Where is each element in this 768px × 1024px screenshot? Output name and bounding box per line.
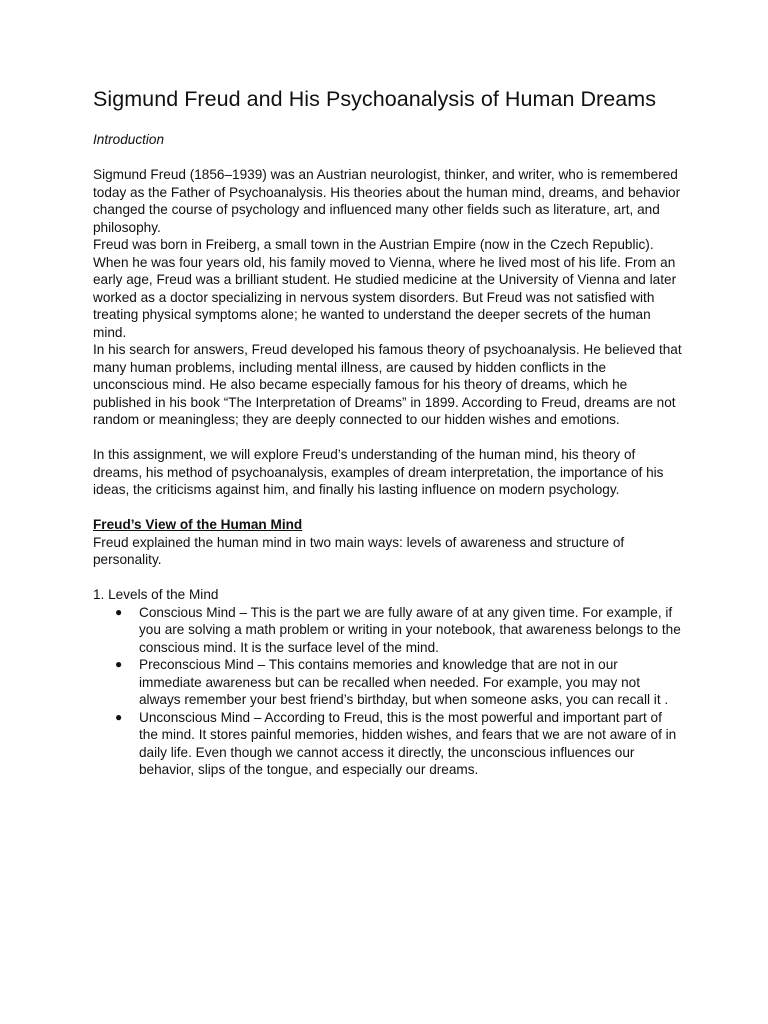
introduction-label: Introduction <box>93 132 165 147</box>
section-intro-paragraph: Freud explained the human mind in two main ways: levels of awareness and structure of personality. <box>93 534 625 567</box>
document-title: Sigmund Freud and His Psychoanalysis of Human Dreams <box>93 87 657 111</box>
document-page <box>93 84 683 779</box>
bullet-icon: ● <box>115 657 123 671</box>
intro-paragraph-2: Freud was born in Freiberg, a small town in the Austrian Empire (now in the Czech Republic). When he was four years old, his family moved to Vienna, where he lived most of his life. From an early age, Freud was a brilliant student. He studied medicine at the University of Vienna and later worked as a doctor specializing in nervous system disorders. But Freud was not satisfied with treating physical symptoms alone; he wanted to understand the deeper secrets of the human mind. <box>93 237 677 340</box>
spacer <box>93 499 683 517</box>
bullet-icon: ● <box>115 709 123 724</box>
intro-paragraph-1: Sigmund Freud (1856–1939) was an Austrian neurologist, thinker, and writer, who is remembered today as the Father of Psychoanalysis. His theories about the human mind, dreams, and behavior changed the course of psychology and influenced many other fields such as literature, art, and philosophy. <box>93 167 681 235</box>
spacer <box>93 569 683 587</box>
list-item <box>93 656 683 709</box>
list-item <box>93 709 683 779</box>
list-item-text: Unconscious Mind – According to Freud, this is the most powerful and important part of the mind. It stores painful memories, hidden wishes, and fears that we are not aware of in daily life. Even though we cannot access it directly, the unconscious influences our behavior, slips of the tongue, and especially our dreams. <box>139 709 677 777</box>
levels-list <box>93 604 683 779</box>
bullet-icon: ● <box>115 604 123 619</box>
list-item-text: Preconscious Mind – This contains memories and knowledge that are not in our immediate awareness but can be recalled when needed. For example, you may not always remember your best friend’s birthday, but when someone asks, you can recall it . <box>139 657 669 707</box>
section-heading: Freud’s View of the Human Mind <box>93 517 303 532</box>
list-item <box>93 604 683 657</box>
intro-paragraph-3: In his search for answers, Freud developed his famous theory of psychoanalysis. He believed that many human problems, including mental illness, are caused by hidden conflicts in the unconscious mind. He also became especially famous for his theory of dreams, which he published in his book “The Interpretation of Dreams” in 1899. According to Freud, dreams are not random or meaningless; they are deeply connected to our hidden wishes and emotions. <box>93 342 682 427</box>
assignment-paragraph: In this assignment, we will explore Freud’s understanding of the human mind, his theory of dreams, his method of psychoanalysis, examples of dream interpretation, the importance of his ideas, the criticisms against him, and finally his lasting influence on modern psychology. <box>93 447 664 497</box>
spacer <box>93 429 683 447</box>
list-heading: 1. Levels of the Mind <box>93 587 219 602</box>
list-item-text: Conscious Mind – This is the part we are fully aware of at any given time. For example, if you are solving a math problem or writing in your notebook, that awareness belongs to the conscious mind. It is the surface level of the mind. <box>139 604 681 655</box>
